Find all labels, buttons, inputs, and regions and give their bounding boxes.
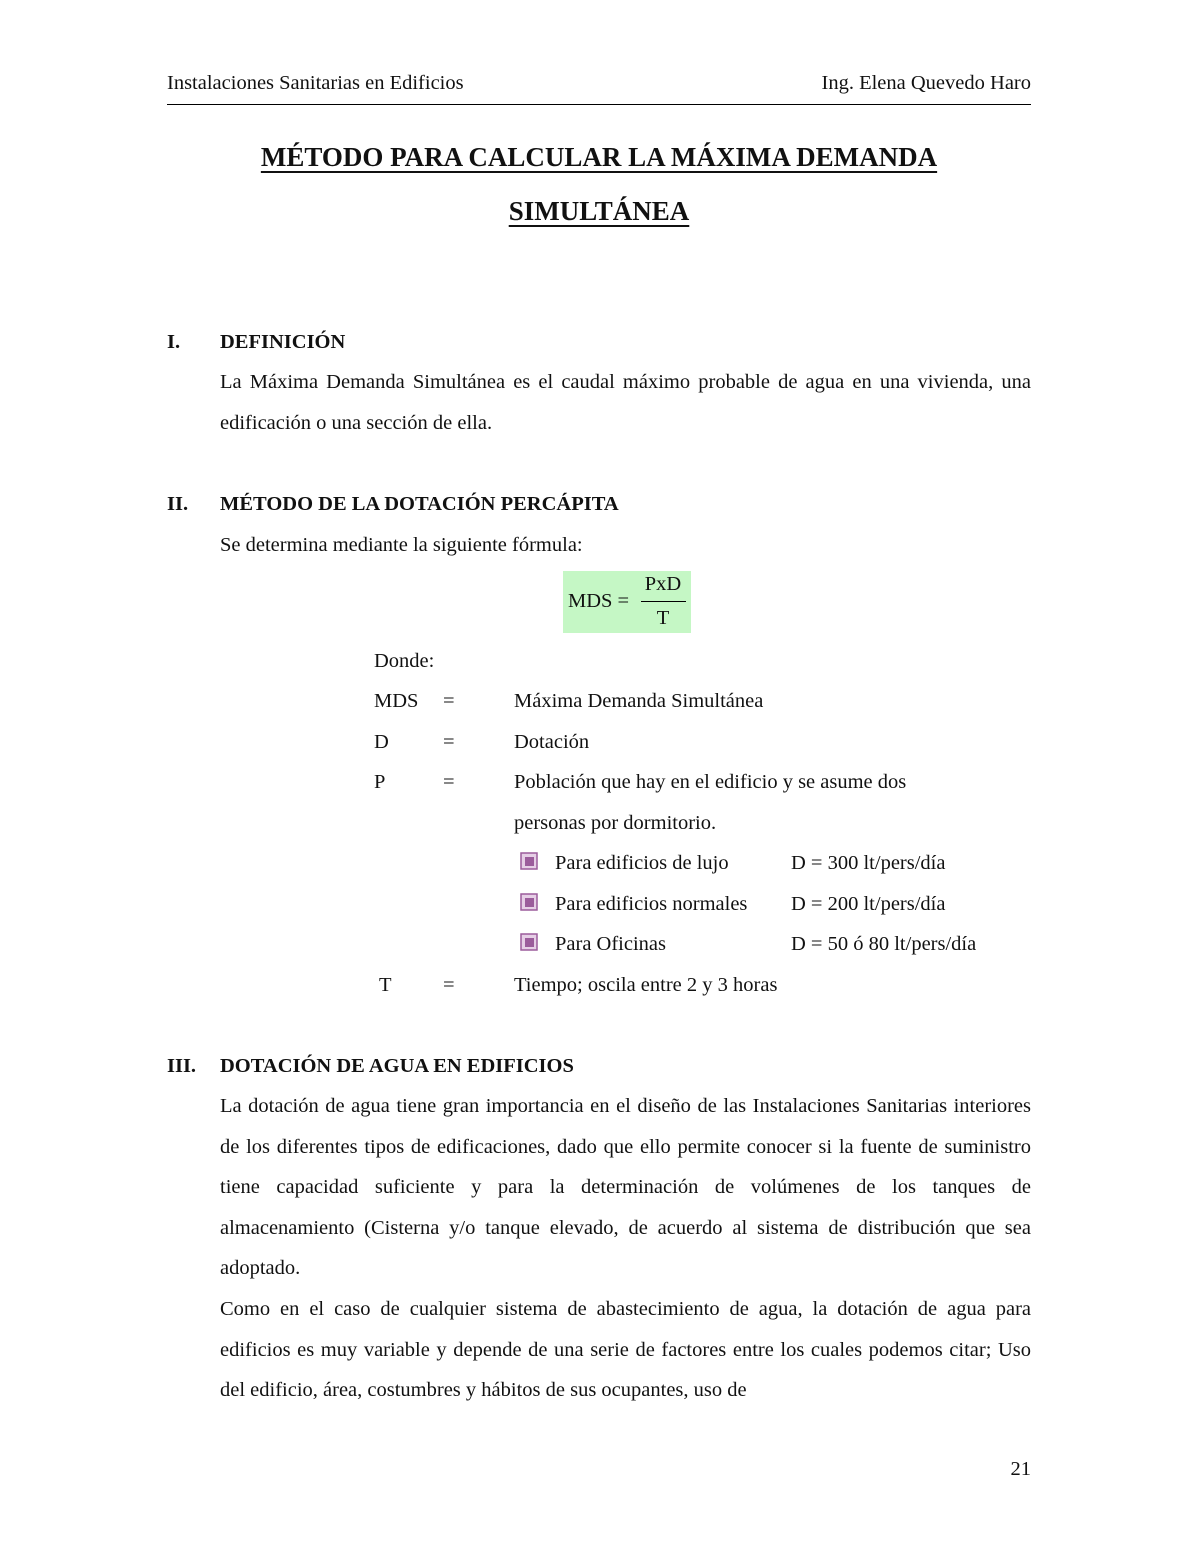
def-symbol: D: [374, 731, 389, 753]
section2-number: II.: [167, 493, 189, 515]
page-header: [167, 72, 1031, 105]
def-equals: =: [443, 731, 455, 753]
square-bullet-icon: [519, 932, 539, 952]
formula-denominator: T: [656, 607, 670, 629]
formula-numerator: PxD: [644, 573, 682, 595]
bullet-label: Para edificios de lujo: [555, 852, 729, 874]
def-description: Tiempo; oscila entre 2 y 3 horas: [514, 974, 778, 996]
section3-number: III.: [167, 1055, 197, 1077]
section3-heading: DOTACIÓN DE AGUA EN EDIFICIOS: [220, 1055, 574, 1077]
donde-label: Donde:: [374, 650, 435, 672]
fraction-bar: [641, 601, 686, 602]
def-equals: =: [443, 974, 455, 996]
section1-paragraph: La Máxima Demanda Simultánea es el caudal máximo probable de agua en una vivienda, una edificación o una sección de ella.: [220, 371, 1031, 434]
formula-lhs: MDS =: [568, 590, 630, 612]
page-title-line1: MÉTODO PARA CALCULAR LA MÁXIMA DEMANDA: [260, 142, 938, 172]
header-doc-title: Instalaciones Sanitarias en Edificios: [167, 72, 464, 94]
header-author: Ing. Elena Quevedo Haro: [821, 72, 1031, 94]
bullet-label: Para Oficinas: [555, 933, 666, 955]
square-bullet-icon: [519, 892, 539, 912]
formula-box: [563, 571, 691, 633]
bullet-value: D = 200 lt/pers/día: [791, 893, 946, 915]
def-description-cont: personas por dormitorio.: [514, 812, 717, 834]
square-bullet-icon: [519, 851, 539, 871]
section3-paragraph2: Como en el caso de cualquier sistema de abastecimiento de agua, la dotación de agua para edificios es muy variable y depende de una serie de factores entre los cuales podemos citar; Uso del edificio, área, costumbres y hábitos de sus ocupantes, uso de: [220, 1298, 1031, 1401]
def-description: Población que hay en el edificio y se asume dos: [514, 771, 907, 793]
def-symbol: P: [374, 771, 386, 793]
def-equals: =: [443, 690, 455, 712]
def-description: Máxima Demanda Simultánea: [514, 690, 764, 712]
def-equals: =: [443, 771, 455, 793]
section1-number: I.: [167, 331, 181, 353]
section1-heading: DEFINICIÓN: [220, 331, 346, 353]
bullet-value: D = 50 ó 80 lt/pers/día: [791, 933, 977, 955]
bullet-value: D = 300 lt/pers/día: [791, 852, 946, 874]
def-symbol: MDS: [374, 690, 419, 712]
def-symbol: T: [379, 974, 392, 996]
bullet-label: Para edificios normales: [555, 893, 748, 915]
section2-heading: MÉTODO DE LA DOTACIÓN PERCÁPITA: [220, 493, 619, 515]
page-number: 21: [1010, 1458, 1031, 1480]
section3-paragraph1: La dotación de agua tiene gran importancia en el diseño de las Instalaciones Sanitarias interiores de los diferentes tipos de edificaciones, dado que ello permite conocer si la fuente de suministro tiene capacidad suficiente y para la determinación de volúmenes de los tanques de almacenamiento (Cisterna y/o tanque elevado, de acuerdo al sistema de distribución que sea adoptado.: [220, 1095, 1031, 1279]
section2-intro: Se determina mediante la siguiente fórmula:: [220, 534, 583, 556]
page-title-line2: SIMULTÁNEA: [508, 196, 690, 226]
def-description: Dotación: [514, 731, 590, 753]
